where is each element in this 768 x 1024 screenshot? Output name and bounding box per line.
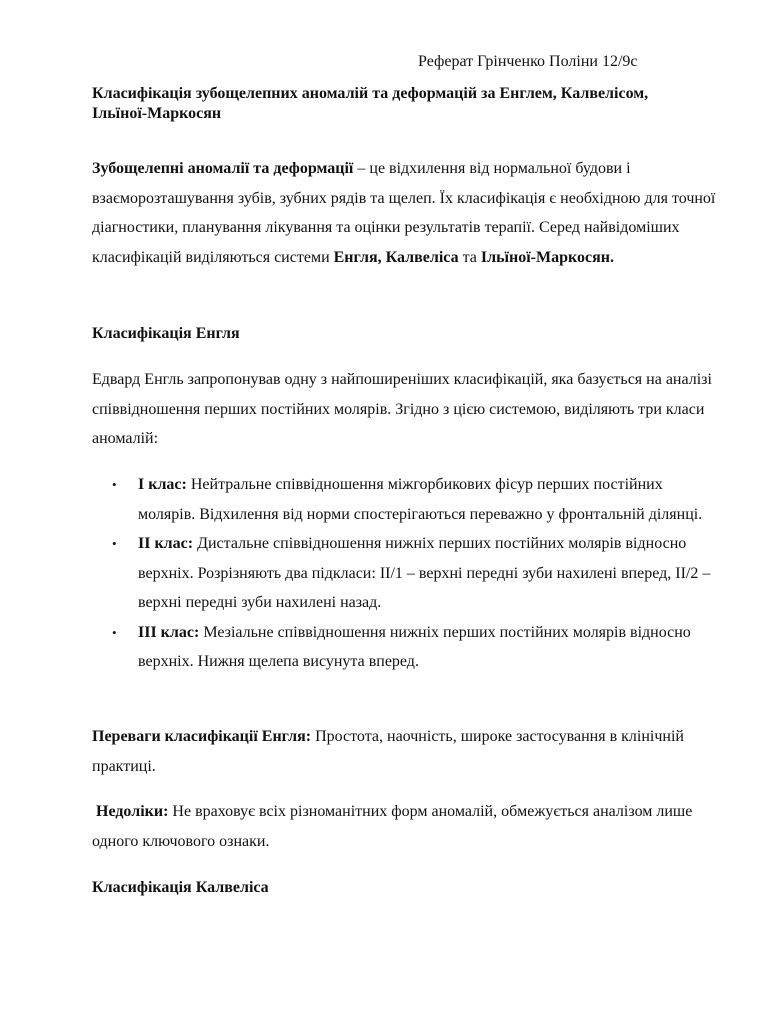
document-title: Класифікація зубощелепних аномалій та деформацій за Енглем, Калвелісом, Ільїної-Маркосян [92, 85, 649, 122]
angle-classes-list [92, 470, 712, 677]
intro-paragraph [92, 154, 717, 272]
class-label: III клас: [138, 623, 200, 641]
author-line: Реферат Грінченко Поліни 12/9с [418, 53, 638, 70]
intro-systems: Енгля, Калвеліса [333, 248, 459, 266]
intro-term: Зубощелепні аномалії та деформації [92, 160, 354, 177]
advantages-paragraph [92, 722, 717, 781]
drawbacks-paragraph [92, 797, 717, 856]
list-item [92, 529, 712, 618]
class-label: I клас: [138, 476, 187, 493]
kalvelis-heading: Класифікація Калвеліса [92, 879, 269, 896]
angle-heading: Класифікація Енгля [92, 325, 240, 342]
intro-last-system: Ільїної-Маркосян. [480, 248, 614, 266]
class-label: II клас: [138, 535, 194, 552]
intro-text-2: та [458, 248, 481, 266]
class-text: Мезіальне співвідношення нижніх перших постійних молярів відносно верхніх. Нижня щелепа висунута вперед. [138, 623, 691, 670]
list-item [92, 470, 712, 529]
advantages-text: Простота, наочність, широке застосування в клінічній практиці. [92, 728, 684, 775]
class-text: Нейтральне співвідношення міжгорбикових фісур перших постійних молярів. Відхилення від норми спостерігаються переважно у фронтальній ділянці. [138, 476, 703, 523]
list-item [92, 618, 712, 677]
bullet-icon: • [112, 624, 117, 640]
bullet-icon: • [112, 536, 117, 551]
angle-intro-paragraph: Едвард Енгль запропонував одну з найпоширеніших класифікацій, яка базується на аналізі співвідношення перших постійних молярів. Згідно з цією системою, виділяють три класи аномалій: [92, 371, 712, 447]
bullet-icon: • [112, 477, 117, 492]
drawbacks-text: Не враховує всіх різноманітних форм аномалій, обмежується аналізом лише одного ключового ознаки. [92, 803, 693, 850]
intro-text-1: – це відхилення від нормальної будови і взаєморозташування зубів, зубних рядів та щелеп. Їх класифікація є необхідною для точної діагностики, планування лікування та оцінки результатів терапії. Серед найвідоміших класифікацій виділяються системи [92, 160, 716, 266]
class-text: Дистальне співвідношення нижніх перших постійних молярів відносно верхніх. Розрізняють два підкласи: II/1 – верхні передні зуби нахилені вперед, II/2 – верхні передні зуби нахилені назад. [138, 535, 711, 611]
drawbacks-label: Недоліки: [96, 803, 169, 820]
advantages-label: Переваги класифікації Енгля: [92, 728, 312, 745]
